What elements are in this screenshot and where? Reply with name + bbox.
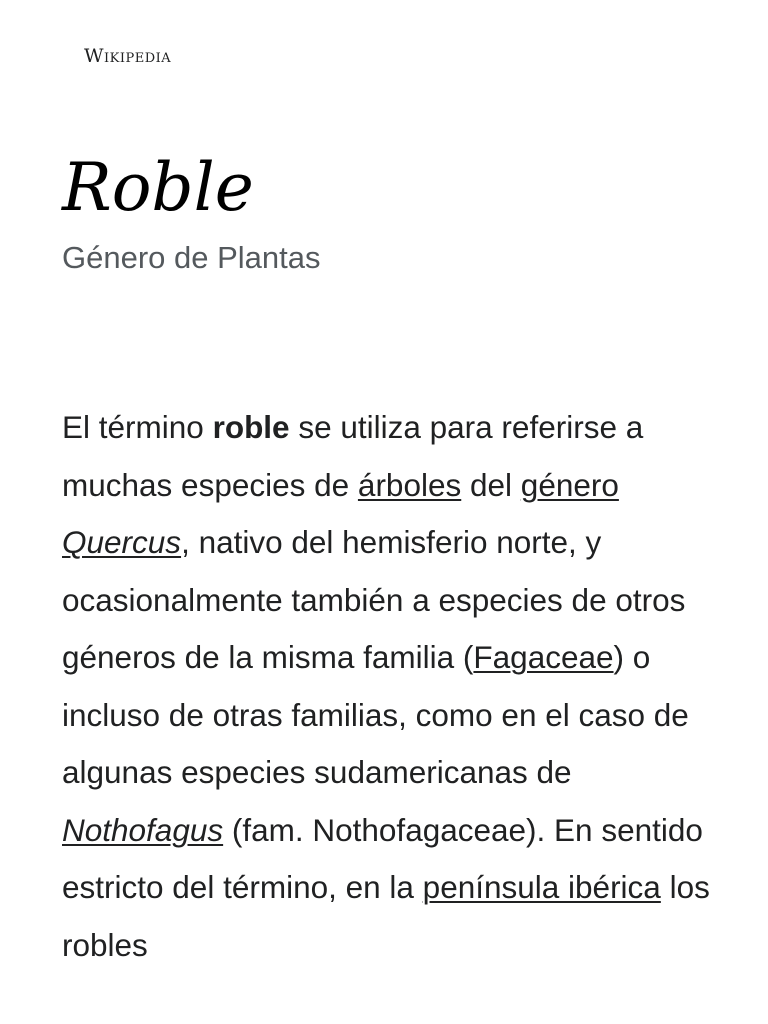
wikipedia-wordmark-link[interactable]: Wikipedia <box>84 44 172 67</box>
text-segment: , nativo del hemisferio norte, y ocasionalmente también a especies de otros géneros de la misma familia ( <box>62 524 686 675</box>
link-arboles[interactable]: árboles <box>357 466 462 503</box>
link-fagaceae[interactable]: Fagaceae <box>473 639 614 675</box>
link-genero[interactable]: género <box>520 466 619 503</box>
text-segment: (fam. Nothofagaceae). En sentido estricto del término, en la <box>62 811 703 905</box>
text-segment: El término <box>62 409 213 445</box>
text-segment: los robles <box>62 869 710 963</box>
text-segment: se utiliza para referirse a muchas especies de <box>62 409 644 503</box>
text-segment: del <box>461 466 521 503</box>
page-subtitle: Género de Plantas <box>62 240 321 275</box>
text-segment: ) o incluso de otras familias, como en el caso de algunas especies sudamericanas de <box>62 639 689 790</box>
site-header <box>84 40 171 72</box>
link-nothofagus[interactable]: Nothofagus <box>62 811 224 848</box>
link-quercus[interactable]: Quercus <box>62 524 182 560</box>
bold-term: roble <box>212 409 290 445</box>
link-peninsula-iberica[interactable]: península ibérica <box>422 869 661 905</box>
article-paragraph <box>62 399 712 974</box>
page-title: Roble <box>62 149 254 226</box>
